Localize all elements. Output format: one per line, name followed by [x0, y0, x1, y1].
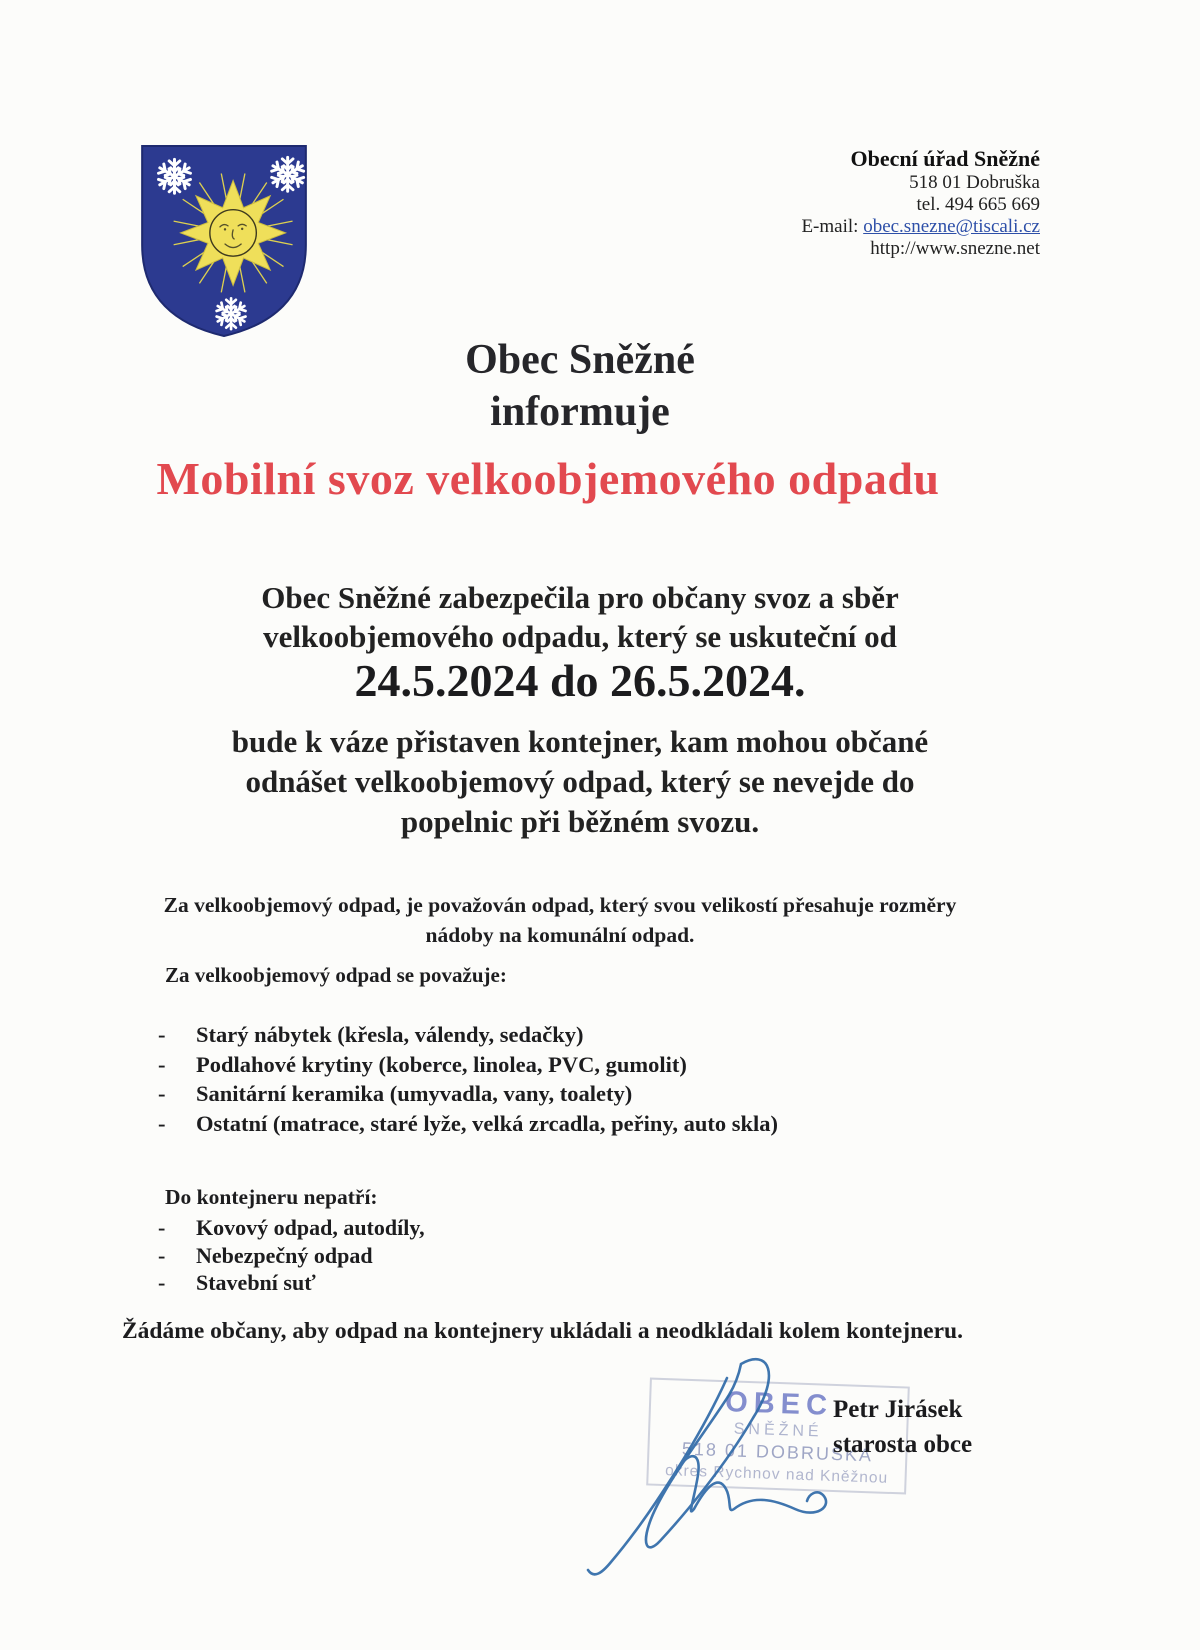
dash-bullet — [158, 1079, 196, 1109]
list-item-label: Podlahové krytiny (koberce, linolea, PVC, gumolit) — [196, 1051, 687, 1077]
stamp-line-2: SNĚŽNÉ — [733, 1420, 823, 1441]
stamp-line-3: 518 01 DOBRUŠKA — [681, 1438, 874, 1466]
list-item-label: Stavební suť — [196, 1270, 316, 1295]
definition-paragraph — [0, 890, 1120, 950]
title-line-1: Obec Sněžné — [465, 337, 695, 383]
intro-line-3: bude k váze přistaven kontejner, kam mohou občané — [231, 724, 929, 759]
intro-line-2: velkoobjemového odpadu, který se uskuteční od — [263, 619, 897, 654]
stamp-line-4: okres Rychnov nad Kněžnou — [664, 1462, 889, 1487]
list-item — [158, 1109, 1058, 1139]
dash-bullet — [158, 1050, 196, 1080]
includes-list — [158, 1020, 1058, 1138]
includes-heading: Za velkoobjemový odpad se považuje: — [165, 963, 507, 987]
office-email-line — [620, 216, 1040, 238]
office-website: http://www.snezne.net — [870, 238, 1040, 259]
signatory-name: Petr Jirásek — [833, 1396, 963, 1423]
intro-paragraph — [0, 578, 1160, 656]
office-address: 518 01 Dobruška — [909, 172, 1040, 193]
list-item-label: Ostatní (matrace, staré lyže, velká zrcadla, peřiny, auto skla) — [196, 1110, 778, 1136]
email-link: obec.snezne@tiscali.cz — [863, 216, 1040, 237]
list-item — [158, 1020, 1058, 1050]
intro-line-5: popelnic při běžném svozu. — [400, 804, 760, 839]
excludes-list — [158, 1214, 858, 1297]
document-title — [0, 334, 1160, 438]
dash-bullet — [158, 1214, 196, 1242]
email-label: E-mail: — [801, 216, 864, 237]
office-name: Obecní úřad Sněžné — [850, 146, 1040, 171]
headline: Mobilní svoz velkoobjemového odpadu — [156, 453, 940, 504]
collection-dates: 24.5.2024 do 26.5.2024. — [354, 655, 806, 706]
list-item — [158, 1079, 1058, 1109]
dash-bullet — [158, 1269, 196, 1297]
list-item-label: Starý nábytek (křesla, válendy, sedačky) — [196, 1022, 584, 1047]
list-item — [158, 1242, 858, 1270]
dash-bullet — [158, 1020, 196, 1050]
definition-line-2: nádoby na komunální odpad. — [425, 923, 695, 947]
office-phone: tel. 494 665 669 — [916, 194, 1040, 215]
dash-bullet — [158, 1242, 196, 1270]
list-item — [158, 1269, 858, 1297]
title-line-2: informuje — [490, 389, 670, 435]
intro-paragraph-2 — [0, 722, 1160, 842]
list-item — [158, 1050, 1058, 1080]
list-item-label: Sanitární keramika (umyvadla, vany, toalety) — [196, 1081, 633, 1106]
stamp-line-1: OBEC — [724, 1386, 834, 1422]
closing-request: Žádáme občany, aby odpad na kontejnery ukládali a neodkládali kolem kontejneru. — [122, 1318, 963, 1344]
intro-line-1: Obec Sněžné zabezpečila pro občany svoz a sběr — [261, 580, 899, 615]
list-item-label: Nebezpečný odpad — [196, 1242, 373, 1268]
excludes-heading: Do kontejneru nepatří: — [165, 1185, 378, 1209]
coat-of-arms — [140, 144, 308, 338]
signatory-role: starosta obce — [833, 1431, 973, 1458]
definition-line-1: Za velkoobjemový odpad, je považován odpad, který svou velikostí přesahuje rozměry — [163, 893, 957, 917]
dash-bullet — [158, 1109, 196, 1139]
signatory-block — [833, 1392, 1053, 1462]
intro-line-4: odnášet velkoobjemový odpad, který se nevejde do — [245, 764, 915, 799]
list-item — [158, 1214, 858, 1242]
header-contact — [620, 146, 1040, 260]
list-item-label: Kovový odpad, autodíly, — [196, 1215, 425, 1240]
signature-scribble — [555, 1348, 875, 1588]
